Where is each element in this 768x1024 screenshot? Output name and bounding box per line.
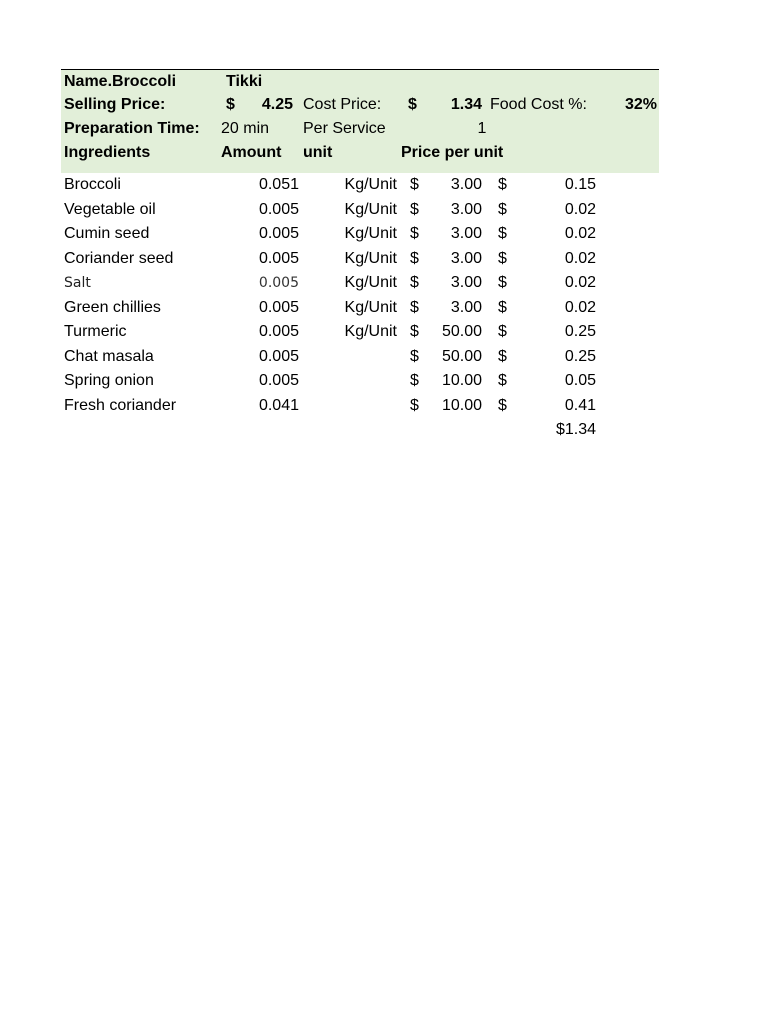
recipe-name-label: Name.Broccoli — [64, 73, 177, 90]
price-currency: $ — [410, 298, 419, 316]
price-per-unit: 3.00 — [450, 200, 482, 218]
ingredient-row — [61, 320, 659, 345]
cost-currency: $ — [498, 176, 507, 193]
ingredient-unit: Kg/Unit — [344, 323, 397, 340]
ingredient-unit: Kg/Unit — [344, 225, 397, 242]
ingredient-unit: Kg/Unit — [344, 274, 397, 291]
per-service-label: Per Service — [303, 120, 386, 137]
ingredient-name: Turmeric — [64, 323, 127, 340]
ingredient-cost: 0.02 — [564, 298, 596, 316]
ingredient-unit: Kg/Unit — [344, 249, 397, 267]
selling-price-label: Selling Price: — [64, 96, 166, 113]
ingredient-row — [61, 271, 659, 296]
ingredient-cost: 0.02 — [564, 200, 596, 218]
price-per-unit: 10.00 — [441, 396, 482, 414]
price-per-unit: 10.00 — [441, 372, 482, 389]
price-currency: $ — [410, 200, 419, 218]
ingredient-cost: 0.25 — [564, 347, 596, 365]
ingredient-amount: 0.005 — [258, 200, 299, 218]
ingredient-amount: 0.005 — [258, 347, 299, 365]
recipe-name-row — [61, 69, 659, 93]
cost-currency: $ — [498, 249, 507, 267]
ingredient-amount: 0.041 — [258, 396, 299, 414]
food-cost-label: Food Cost %: — [490, 96, 587, 113]
ingredient-row — [61, 369, 659, 394]
preparation-row — [61, 117, 659, 141]
price-per-unit: 50.00 — [441, 323, 482, 340]
ingredient-cost: 0.02 — [564, 274, 596, 291]
price-per-unit: 3.00 — [450, 249, 482, 267]
cost-price-label: Cost Price: — [303, 96, 382, 113]
ingredient-cost: 0.02 — [564, 249, 596, 267]
cost-currency: $ — [498, 323, 507, 340]
ingredient-cost: 0.05 — [564, 372, 596, 389]
recipe-cost-sheet — [61, 69, 659, 442]
header-spacer — [61, 165, 659, 173]
price-currency: $ — [410, 323, 419, 340]
ingredient-unit — [319, 345, 397, 370]
ingredient-amount: 0.005 — [258, 298, 299, 316]
ingredient-row — [61, 296, 659, 321]
total-cost: $1.34 — [555, 421, 596, 438]
ingredient-name: Vegetable oil — [64, 200, 156, 218]
cost-price-value: 1.34 — [450, 96, 482, 113]
selling-price-currency: $ — [226, 96, 235, 113]
price-currency: $ — [410, 347, 419, 365]
cost-currency: $ — [498, 396, 507, 414]
prep-time-label: Preparation Time: — [64, 120, 200, 137]
column-header-amount: Amount — [221, 144, 282, 161]
column-header-ingredients: Ingredients — [64, 144, 151, 161]
cost-price-currency: $ — [408, 96, 417, 113]
ingredient-row — [61, 222, 659, 247]
ingredient-amount: 0.005 — [258, 372, 299, 389]
price-per-unit: 3.00 — [450, 176, 482, 193]
ingredient-name: Coriander seed — [64, 249, 174, 267]
selling-price-value: 4.25 — [261, 96, 293, 113]
cost-currency: $ — [498, 274, 507, 291]
ingredient-row — [61, 345, 659, 370]
ingredient-cost: 0.41 — [564, 396, 596, 414]
ingredient-name: Fresh coriander — [64, 396, 177, 414]
ingredient-unit: Kg/Unit — [344, 200, 397, 218]
ingredient-cost: 0.15 — [564, 176, 596, 193]
ingredient-amount: 0.005 — [258, 225, 299, 242]
ingredient-row — [61, 173, 659, 198]
price-currency: $ — [410, 176, 419, 193]
column-header-unit: unit — [303, 144, 333, 161]
ingredient-name: Spring onion — [64, 372, 154, 389]
ingredient-name: Chat masala — [64, 347, 154, 365]
ingredient-row — [61, 247, 659, 272]
price-currency: $ — [410, 249, 419, 267]
column-header-row — [61, 141, 659, 165]
ingredient-list — [61, 173, 659, 418]
cost-currency: $ — [498, 347, 507, 365]
price-currency: $ — [410, 396, 419, 414]
recipe-name-value: Tikki — [226, 73, 263, 90]
column-header-price-per-unit: Price per unit — [401, 144, 504, 161]
ingredient-amount: 0.005 — [258, 275, 299, 291]
ingredient-amount: 0.051 — [258, 176, 299, 193]
price-per-unit: 3.00 — [450, 274, 482, 291]
ingredient-name: Salt — [64, 275, 91, 291]
price-summary-row — [61, 93, 659, 117]
ingredient-name: Green chillies — [64, 298, 161, 316]
price-currency: $ — [410, 274, 419, 291]
ingredient-amount: 0.005 — [258, 249, 299, 267]
ingredient-cost: 0.02 — [564, 225, 596, 242]
price-currency: $ — [410, 372, 419, 389]
cost-currency: $ — [498, 298, 507, 316]
ingredient-unit — [319, 394, 397, 419]
ingredient-row — [61, 394, 659, 419]
ingredient-unit: Kg/Unit — [344, 298, 397, 316]
price-per-unit: 3.00 — [450, 298, 482, 316]
price-per-unit: 3.00 — [450, 225, 482, 242]
price-per-unit: 50.00 — [441, 347, 482, 365]
ingredient-unit — [319, 369, 397, 394]
cost-currency: $ — [498, 372, 507, 389]
ingredient-amount: 0.005 — [258, 323, 299, 340]
prep-time-value: 20 min — [221, 120, 270, 137]
cost-currency: $ — [498, 200, 507, 218]
ingredient-name: Cumin seed — [64, 225, 150, 242]
ingredient-cost: 0.25 — [564, 323, 596, 340]
cost-currency: $ — [498, 225, 507, 242]
total-row — [61, 418, 659, 442]
ingredient-row — [61, 198, 659, 223]
food-cost-value: 32% — [624, 96, 657, 113]
price-currency: $ — [410, 225, 419, 242]
per-service-value: 1 — [477, 120, 487, 137]
ingredient-name: Broccoli — [64, 176, 121, 193]
ingredient-unit: Kg/Unit — [344, 176, 397, 193]
